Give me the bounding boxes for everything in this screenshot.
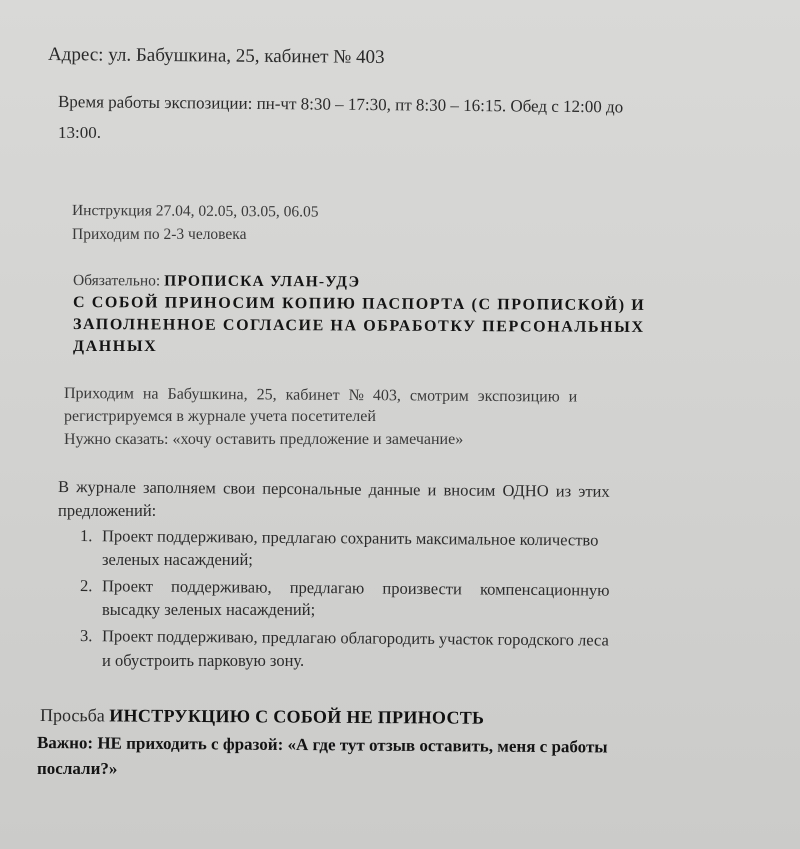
item-text: Проект поддерживаю, предлагаю произвести компенсационную (101, 576, 610, 600)
journal-item-1-line-2: зеленых насаждений; (102, 550, 253, 569)
journal-intro-1: В журнале заполняем свои персональные данные и вносим ОДНО из этих (57, 477, 610, 501)
mandatory-line-2: С СОБОЙ ПРИНОСИМ КОПИЮ ПАСПОРТА (С ПРОПИСКОЙ) И (72, 294, 646, 314)
address-line: Адрес: ул. Бабушкина, 25, кабинет № 403 (47, 44, 385, 68)
mandatory-line-1 (73, 273, 360, 290)
item-number: 3. (79, 626, 93, 646)
item-number: 2. (79, 576, 93, 596)
mandatory-line-3: ЗАПОЛНЕННОЕ СОГЛАСИЕ НА ОБРАБОТКУ ПЕРСОНАЛЬНЫХ (72, 316, 645, 336)
mandatory-line-4: ДАННЫХ (73, 338, 158, 355)
instruction-group: Приходим по 2-3 человека (72, 226, 247, 243)
important-line-1: Важно: НЕ приходить с фразой: «А где тут отзыв оставить, меня с работы (36, 733, 608, 757)
mandatory-prefix: Обязательно: (72, 272, 165, 290)
item-number: 1. (79, 526, 93, 546)
visit-line-1: Приходим на Бабушкина, 25, кабинет № 403, смотрим экспозицию и (63, 385, 578, 406)
journal-item-3-line-1 (80, 628, 609, 649)
request-line (40, 706, 484, 727)
visit-line-2: регистрируемся в журнале учета посетителей (64, 408, 376, 425)
hours-line-2: 13:00. (58, 123, 101, 142)
journal-item-1-line-1 (80, 528, 599, 549)
important-line-2: послали?» (37, 759, 118, 778)
journal-item-3-line-2: и обустроить парковую зону. (102, 651, 305, 670)
item-text: Проект поддерживаю, предлагаю сохранить максимальное количество (101, 526, 599, 550)
residence-requirement: ПРОПИСКА УЛАН-УДЭ (164, 272, 361, 291)
request-text: ИНСТРУКЦИЮ С СОБОЙ НЕ ПРИНОСТЬ (109, 705, 485, 728)
instruction-dates: Инструкция 27.04, 02.05, 03.05, 06.05 (71, 202, 319, 221)
hours-line-1: Время работы экспозиции: пн-чт 8:30 – 17:30, пт 8:30 – 16:15. Обед с 12:00 до (57, 92, 624, 117)
journal-intro-2: предложений: (58, 501, 157, 520)
journal-item-2-line-2: высадку зеленых насаждений; (102, 600, 316, 619)
visit-line-3: Нужно сказать: «хочу оставить предложение и замечание» (64, 431, 464, 448)
journal-item-2-line-1 (80, 578, 610, 599)
request-prefix: Просьба (39, 705, 110, 726)
item-text: Проект поддерживаю, предлагаю облагородить участок городского леса (101, 626, 609, 650)
